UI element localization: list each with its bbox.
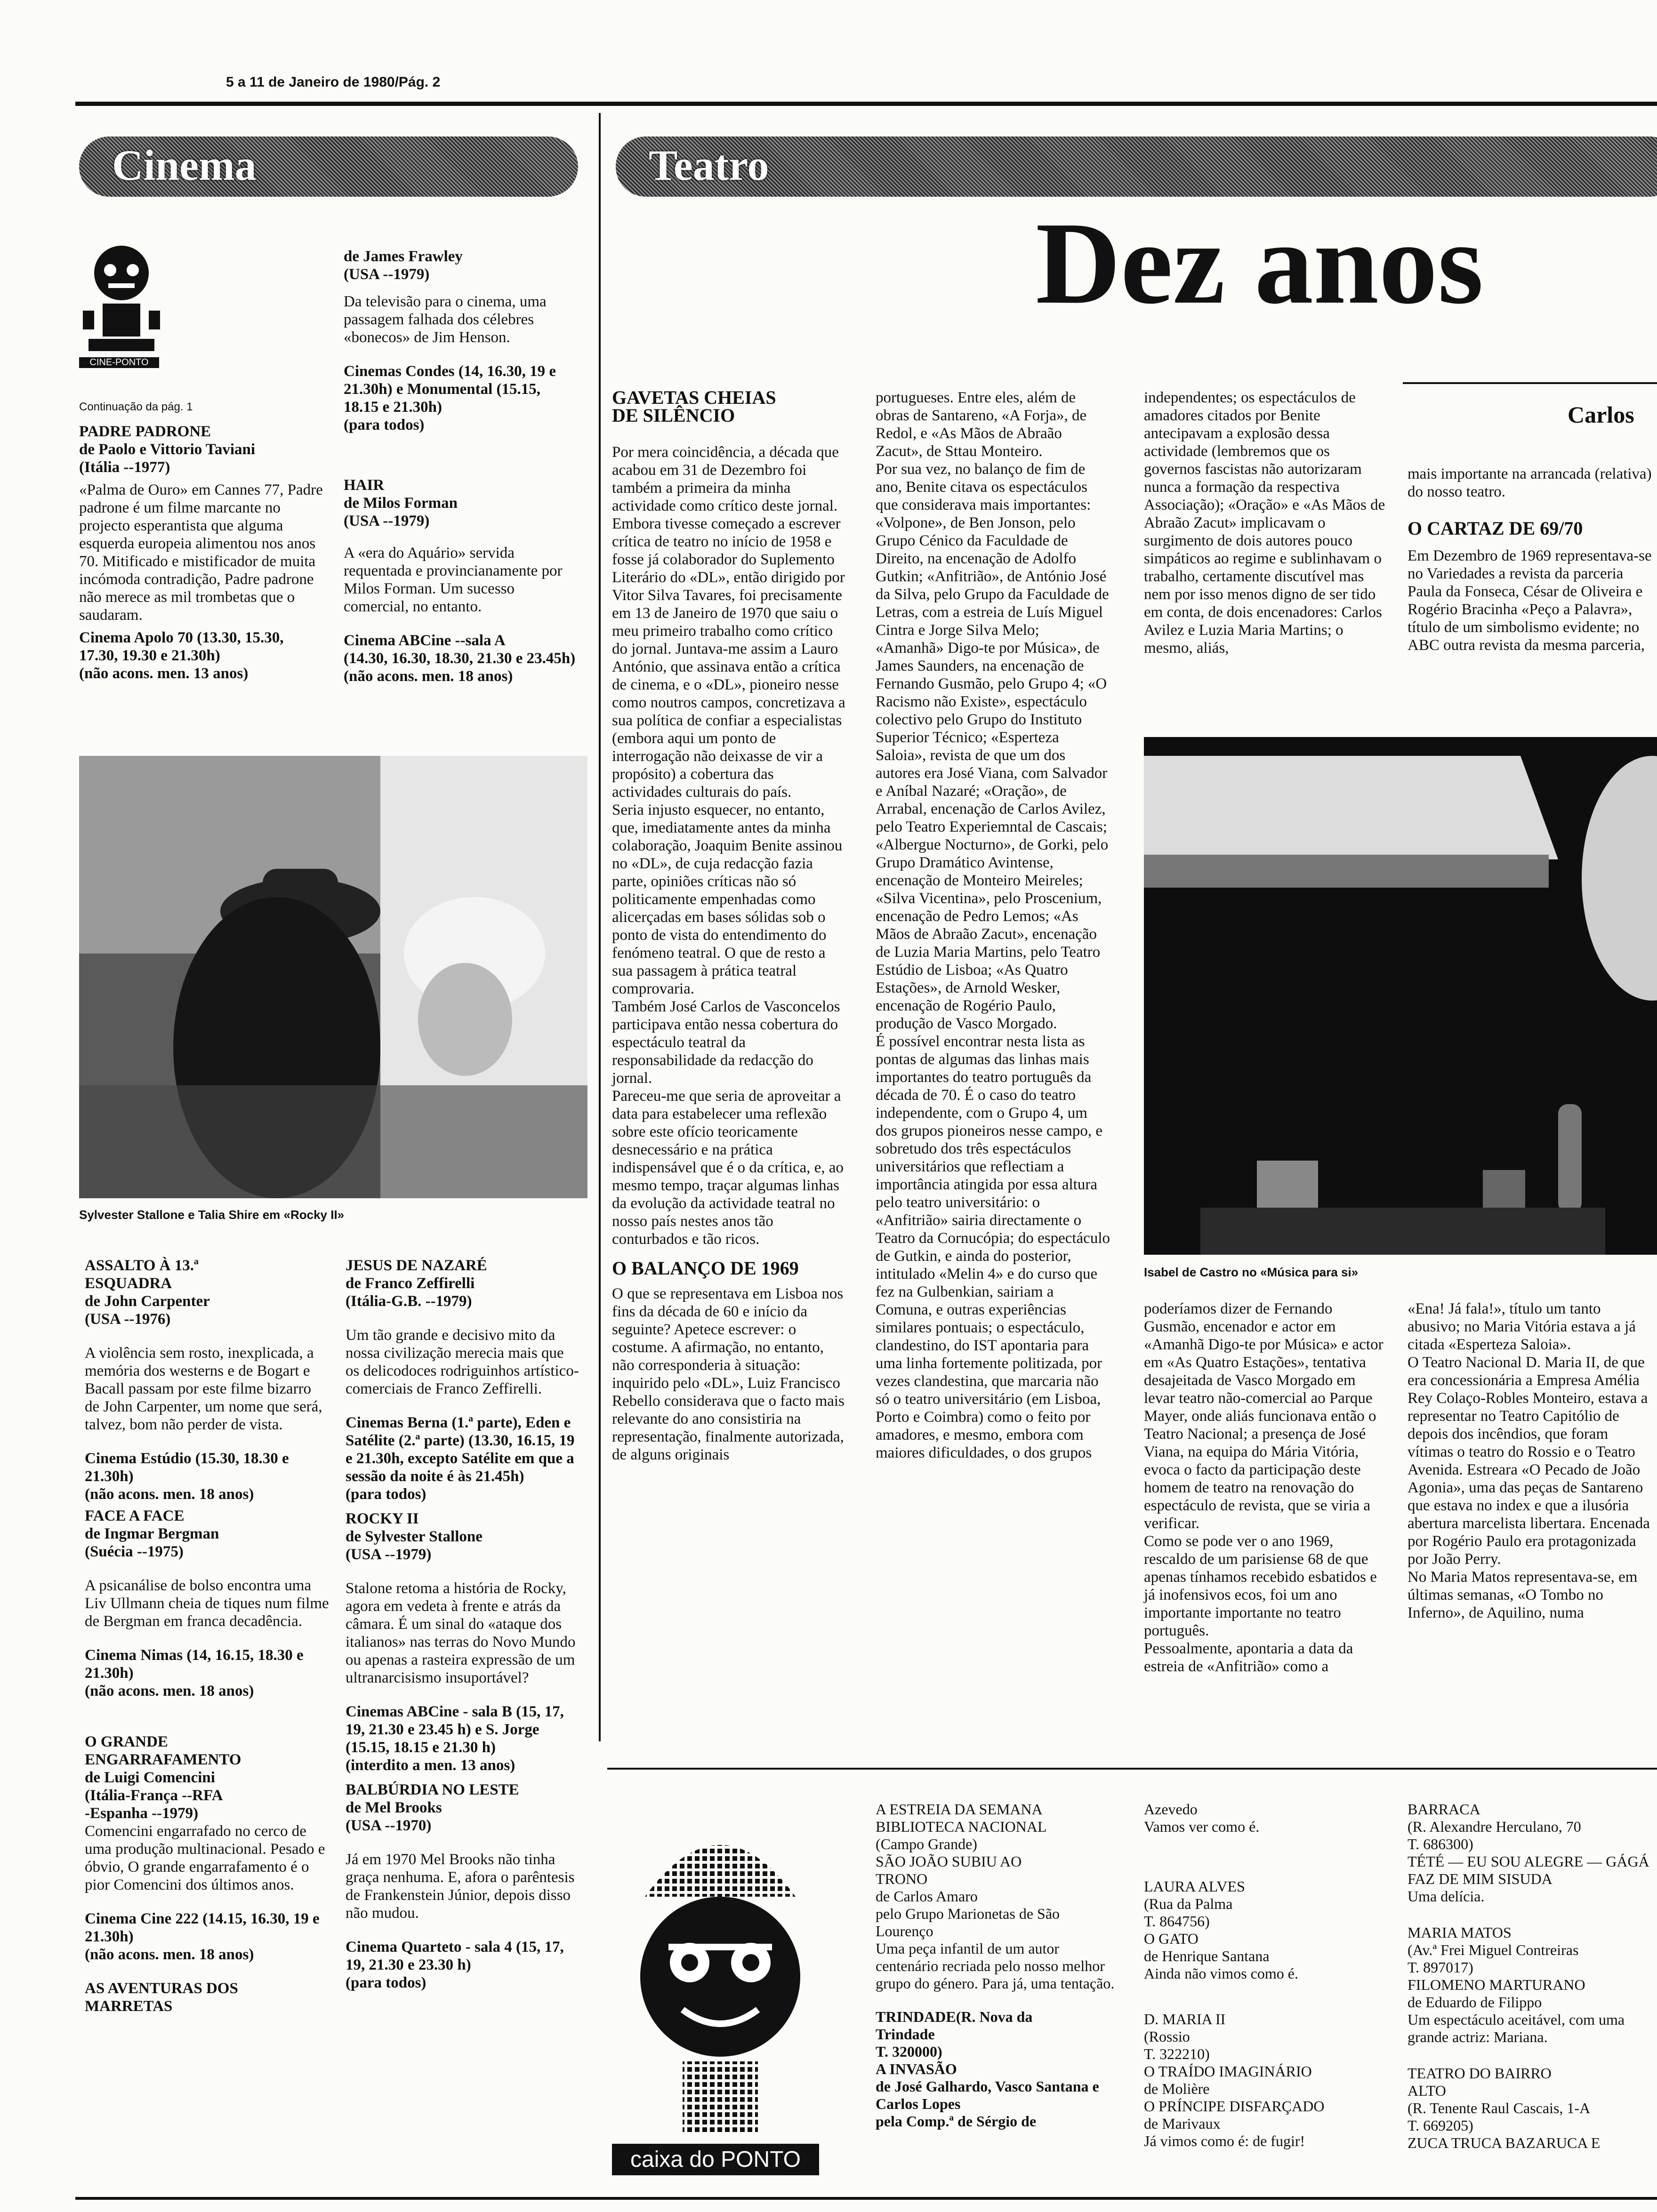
- caixa-label: caixa do PONTO: [612, 2144, 819, 2175]
- frawley-review: Da televisão para o cinema, uma passagem falhada dos célebres «bonecos» de Jim Henson.: [344, 293, 547, 346]
- jesus-review: Um tão grande e decisivo mito da nossa civilização merecia mais que os delicodoces rodriguinhos artístico-comerciais de Franco Zeffirelli.: [346, 1327, 579, 1397]
- assalto-review: A violência sem rosto, inexplicada, a memória dos westerns e de Bogart e Bacall passam por este filme bizarro de John Carpenter, um nome que será, talvez, bom não perder de vista.: [85, 1345, 322, 1433]
- teatro-headline: Dez anos: [1036, 198, 1484, 329]
- jesus-title: JESUS DE NAZARÉ de Franco Zeffirelli (Itália-G.B. --1979): [346, 1257, 487, 1310]
- continuation-note: Continuação da pág. 1: [79, 401, 193, 413]
- padre-padrone-review: «Palma de Ouro» em Cannes 77, Padre padrone é um filme marcante no projecto esperantista que alguma esquerda europeia alimentou nos anos 70. Mitificado e mistificador de muita incómoda contradição, Padre padrone não merece as mil trombetas que o saudaram.: [79, 481, 323, 624]
- cinema-col-2: [344, 248, 579, 685]
- balburdia-schedule: Cinema Quarteto - sala 4 (15, 17, 19, 21.30 e 23.30 h) (para todos): [346, 1939, 564, 1991]
- caixa-col-3: [1408, 1801, 1657, 2152]
- caixa-logo: [612, 1788, 828, 2174]
- grande-schedule: Cinema Cine 222 (14.15, 16.30, 19 e 21.30h) (não acons. men. 18 anos): [85, 1910, 320, 1963]
- teatro-col-2: [876, 389, 1111, 1462]
- grande-review: Comencini engarrafado no cerco de uma produção multinacional. Pesado e óbvio, O grande engarrafamento é o pior Comencini dos últimos anos.: [85, 1823, 325, 1893]
- column-divider: [599, 113, 601, 1741]
- frawley-title: de James Frawley (USA --1979): [344, 248, 463, 283]
- rocky-review: Stalone retoma a história de Rocky, agora em vedeta à frente e atrás da câmara. É um sinal do «ataque dos italianos» nas terras do Novo Mundo ou apenas a rasteira expressão de um ultranarcisismo insuportável?: [346, 1580, 576, 1686]
- isabel-de-castro-photo: [1144, 737, 1657, 1255]
- rocky-title: ROCKY II de Sylvester Stallone (USA --1979): [346, 1510, 483, 1563]
- caixa-top-rule: [607, 1768, 1657, 1770]
- cinema-col-1: [79, 398, 324, 682]
- cine-ponto-label: CINE-PONTO: [79, 357, 159, 368]
- cine-ponto-logo: [79, 245, 164, 372]
- caixa-bottom-rule: [75, 2197, 1657, 2200]
- balanco-text: O que se representava em Lisboa nos fins da década de 60 e início da seguinte? Apetece escrever: o costume. A afirmação, no entanto, não corresponderia à situação: inquirido pelo «DL», Luiz Francisco Rebello considerava que o facto mais relevante do ano consistiria na representação, finalmente autorizada, de alguns originais: [612, 1285, 845, 1463]
- face-title: FACE A FACE de Ingmar Bergman (Suécia --1975): [85, 1507, 219, 1560]
- teatro-col4-text3: «Ena! Já fala!», título um tanto abusivo; no Maria Vitória estava a já citada «Esperteza Saloia». O Teatro Nacional D. Maria II, de que era concessionária a Empresa Amélia Rey Colaço-Robles Monteiro, estava a representar no Teatro Capitólio de depois dos incêndios, que foram vítimas o teatro do Rossio e o Teatro Avenida. Estreara «O Pecado de João Agonia», uma das peças de Santareno que estava no index e que a ilusória abertura marcelista libertara. Encenada por Rogério Paulo era protagonizada por João Perry. No Maria Matos representava-se, em últimas semanas, «O Tombo no Inferno», de Aquilino, numa: [1408, 1300, 1650, 1621]
- caixa-laura-alves: LAURA ALVES (Rua da Palma T. 864756) O GATO de Henrique Santana Ainda não vimos como é.: [1144, 1878, 1298, 1982]
- teatro-col3-text2: poderíamos dizer de Fernando Gusmão, encenador e actor em «Amanhã Digo-te por Música» e actor em «As Quatro Estações», tentativa desajeitada de Vasco Morgado em levar teatro não-comercial ao Parque Mayer, onde aliás funcionava então o Teatro Nacional; a presença de José Viana, na equipa do Mária Vitória, evoca o facto da participação deste homem de teatro na renovação do espectáculo de revista, que se viria a verificar. Como se pode ver o ano 1969, rescaldo de um parisiense 68 de que apenas tínhamos recebido esbatidos e já inofensivos ecos, foi um ano importante importante no teatro português. Pessoalmente, apontaria a data da estreia de «Anfitrião» como a: [1144, 1300, 1384, 1675]
- assalto-schedule: Cinema Estúdio (15.30, 18.30 e 21.30h) (não acons. men. 18 anos): [85, 1450, 289, 1503]
- teatro-col2-text: portugueses. Entre eles, além de obras de Santareno, «A Forja», de Redol, e «As Mãos de Abraão Zacut», de Sttau Monteiro. Por sua vez, no balanço de fim de ano, Benite citava os espectáculos que considerava mais importantes: «Volpone», de Ben Jonson, pelo Grupo Cénico da Faculdade de Direito, na encenação de Adolfo Gutkin; «Anfitrião», de António José da Silva, pelo Grupo da Faculdade de Letras, com a estreia de Luís Miguel Cintra e Jorge Silva Melo; «Amanhã» Digo-te por Música», de James Saunders, na encenação de Fernando Gusmão, pelo Grupo 4; «O Racismo não Existe», espectáculo colectivo pelo Grupo do Instituto Superior Técnico; «Esperteza Saloia», revista de que um dos autores era José Viana, com Salvador e Aníbal Nazaré; «Oração», de Arrabal, encenação de Carlos Avilez, pelo Teatro Experiemntal de Cascais; «Albergue Nocturno», de Gorki, pelo Grupo Dramático Avintense, encenação de Monteiro Meireles; «Silva Vicentina», pelo Proscenium, encenação de Pedro Lemos; «As Mãos de Abraão Zacut», encenação de Luzia Maria Martins, pelo Teatro Estúdio de Lisboa; «As Quatro Estações», de Arnold Wesker, encenação de Rogério Paulo, produção de Vasco Morgado. É possível encontrar nesta lista as pontas de algumas das linhas mais importantes do teatro português da década de 70. É o caso do teatro independente, com o Grupo 4, um dos grupos pioneiros nesse campo, e sobretudo dos três espectáculos universitários que reflectiam a importância atingida por essa altura pelo teatro universitário: o «Anfitrião» sairia directamente o Teatro da Cornucópia; do espectáculo de Gutkin, e ainda do posterior, intitulado «Melin 4» e do curso que fez na Gulbenkian, sairiam a Comuna, e outras experiências similares pontuais; o espectáculo, clandestino, do IST apontaria para uma linha fortemente politizada, por vezes clandestina, que marcaria não só o teatro universitário (em Lisboa, Porto e Coimbra) como o feito por amadores, e mesmo, embora com maiores dificuldades, o dos grupos: [876, 389, 1110, 1461]
- teatro-section-title: Teatro: [649, 141, 769, 189]
- byline: Carlos: [1568, 401, 1634, 428]
- caixa-azevedo: Azevedo Vamos ver como é.: [1144, 1801, 1260, 1835]
- hair-schedule: Cinema ABCine --sala A (14.30, 16.30, 18.30, 21.30 e 23.45h) (não acons. men. 18 anos): [344, 632, 576, 685]
- assalto-title: ASSALTO À 13.ª ESQUADRA de John Carpenter (USA --1976): [85, 1257, 210, 1328]
- rocky-ii-photo: [79, 756, 587, 1198]
- teatro-col-4: [1408, 465, 1657, 654]
- gavetas-text: Por mera coincidência, a década que acabou em 31 de Dezembro foi também a primeira da minha actividade como crítico deste jornal. Embora tivesse começado a escrever crítica de teatro no início de 1958 e fosse já colaborador do Suplemento Literário do «DL», então dirigido por Vitor Silva Tavares, foi precisamente em 13 de Janeiro de 1970 que saiu o meu primeiro trabalho como crítico do jornal. Juntava-me assim a Lauro António, que assinava então a crítica de cinema, e o «DL», pioneiro nesse como noutros campos, concretizava a sua política de confiar a especialistas (embora aqui um ponto de interrogação não deixasse de vir a propósito) a cobertura das actividades culturais do país. Seria injusto esquecer, no entanto, que, imediatamente antes da minha colaboração, Joaquim Benite assinou no «DL», de cuja redacção fazia parte, opiniões críticas não só politicamente empenhadas como alicerçadas em bases sólidas sob o ponto de vista do entendimento do fenómeno teatral. O que de resto a sua passagem à prática teatral comprovaria. Também José Carlos de Vasconcelos participava então nessa cobertura do espectáculo teatral da responsabilidade da redacção do jornal. Pareceu-me que seria de aproveitar a data para estabelecer uma reflexão sobre este ofício teoricamente desnecessário e na prática indispensável que é o da crítica, e, ao mesmo tempo, traçar algumas linhas da evolução da actividade teatral no nosso país nestes anos tão conturbados e tão ricos.: [612, 444, 845, 1248]
- byline-rule: [1403, 382, 1657, 384]
- gavetas-heading: GAVETAS CHEIAS DE SILÊNCIO: [612, 387, 776, 426]
- balburdia-review: Já em 1970 Mel Brooks não tinha graça nenhuma. E, afora o parêntesis de Frankenstein Júnior, depois disso não mudou.: [346, 1851, 575, 1922]
- cartaz-text: Em Dezembro de 1969 representava-se no Variedades a revista da parceria Paula da Fonseca, César de Oliveira e Rogério Bracinha «Peço a Palavra», título de um simbolismo evidente; no ABC outra revista da mesma parceria,: [1408, 547, 1652, 654]
- teatro-col3-text: independentes; os espectáculos de amadores citados por Benite antecipavam a explosão dessa actividade (lembremos que os governos fascistas não autorizaram nunca a formação da respectiva Associação); «Oração» e «As Mãos de Abraão Zacut» implicavam o surgimento de dois autores pouco simpáticos ao regime e sublinhavam o trabalho, certamente discutível mas nem por isso menos digno de ser tido em conta, de dois encenadores: Carlos Avilez e Luzia Maria Martins; o mesmo, aliás,: [1144, 389, 1385, 657]
- teatro-col4-intro: mais importante na arrancada (relativa) do nosso teatro.: [1408, 465, 1652, 500]
- photo2-caption: Isabel de Castro no «Música para si»: [1144, 1265, 1359, 1279]
- hair-review: A «era do Aquário» servida requentada e provincianamente por Milos Forman. Um sucesso comercial, no entanto.: [344, 545, 563, 615]
- teatro-col-1: [612, 389, 847, 1464]
- caixa-estreia: A ESTREIA DA SEMANA BIBLIOTECA NACIONAL (Campo Grande) SÃO JOÃO SUBIU AO TRONO de Carlos Amaro pelo Grupo Marionetas de São Lourenço Uma peça infantil de um autor centenário recriada pelo nosso melhor grupo do género. Para já, uma tentação.: [876, 1801, 1115, 1992]
- caixa-col-2: [1144, 1801, 1389, 2150]
- dateline: 5 a 11 de Janeiro de 1980/Pág. 2: [226, 74, 441, 90]
- cinema-col-4: [346, 1257, 581, 1992]
- teatro-col-3: [1144, 389, 1389, 657]
- balburdia-title: BALBÚRDIA NO LESTE de Mel Brooks (USA --1970): [346, 1781, 519, 1834]
- face-schedule: Cinema Nimas (14, 16.15, 18.30 e 21.30h) (não acons. men. 18 anos): [85, 1647, 304, 1699]
- teatro-col-3-cont: [1144, 1300, 1389, 1675]
- hair-title: HAIR de Milos Forman (USA --1979): [344, 477, 458, 529]
- jesus-schedule: Cinemas Berna (1.ª parte), Eden e Satélite (2.ª parte) (13.30, 16.15, 19 e 21.30h, excepto Satélite em que a sessão da noite é às 21.45h) (para todos): [346, 1414, 575, 1503]
- balanco-heading: O BALANÇO DE 1969: [612, 1258, 799, 1279]
- aventuras-title: AS AVENTURAS DOS MARRETAS: [85, 1980, 238, 2015]
- cinema-col-3: [85, 1257, 330, 2015]
- cinema-section-title: Cinema: [112, 141, 257, 189]
- cinema-banner: [79, 136, 578, 197]
- cartaz-heading: O CARTAZ DE 69/70: [1408, 518, 1583, 539]
- rocky-ii-image: [79, 756, 587, 1198]
- teatro-col-4-cont: [1408, 1300, 1657, 1622]
- grande-title: O GRANDE ENGARRAFAMENTO de Luigi Comencini (Itália-França --RFA -Espanha --1979): [85, 1733, 241, 1822]
- caixa-maria-matos: MARIA MATOS (Av.ª Frei Miguel Contreiras T. 897017) FILOMENO MARTURANO de Eduardo de Filippo Um espectáculo aceitável, com uma grande actriz: Mariana.: [1408, 1924, 1625, 2045]
- prompter-face-icon: [612, 1788, 828, 2137]
- caixa-trindade: TRINDADE(R. Nova da Trindade T. 320000) A INVASÃO de José Galhardo, Vasco Santana e Carlos Lopes pela Comp.ª de Sérgio de: [876, 2008, 1099, 2130]
- rocky-schedule: Cinemas ABCine - sala B (15, 17, 19, 21.30 e 23.45 h) e S. Jorge (15.15, 18.15 e 21.30 h) (interdito a men. 13 anos): [346, 1703, 564, 1774]
- frawley-schedule: Cinemas Condes (14, 16.30, 19 e 21.30h) e Monumental (15.15, 18.15 e 21.30h) (para todos): [344, 363, 556, 433]
- face-review: A psicanálise de bolso encontra uma Liv Ullmann cheia de tiques num filme de Bergman em franca decadência.: [85, 1577, 329, 1630]
- film-camera-face-icon: [79, 245, 164, 353]
- caixa-bairro-alto: TEATRO DO BAIRRO ALTO (R. Tenente Raul Cascais, 1-A T. 669205) ZUCA TRUCA BAZARUCA E: [1408, 2065, 1601, 2151]
- teatro-banner: [616, 136, 1657, 197]
- padre-padrone-schedule: Cinema Apolo 70 (13.30, 15.30, 17.30, 19.30 e 21.30h) (não acons. men. 13 anos): [79, 629, 284, 682]
- isabel-de-castro-image: [1144, 737, 1657, 1255]
- photo1-caption: Sylvester Stallone e Talia Shire em «Rocky II»: [79, 1208, 345, 1222]
- header-rule: [75, 102, 1657, 106]
- caixa-col-1: [876, 1801, 1120, 2130]
- caixa-barraca: BARRACA (R. Alexandre Herculano, 70 T. 686300) TÉTÉ — EU SOU ALEGRE — GÁGÁ FAZ DE MIM SISUDA Uma delícia.: [1408, 1801, 1649, 1905]
- caixa-d-maria: D. MARIA II (Rossio T. 322210) O TRAÍDO IMAGINÁRIO de Molière O PRÍNCIPE DISFARÇADO de Marivaux Já vimos como é: de fugir!: [1144, 2011, 1325, 2149]
- padre-padrone-title: PADRE PADRONE de Paolo e Vittorio Taviani (Itália --1977): [79, 423, 256, 476]
